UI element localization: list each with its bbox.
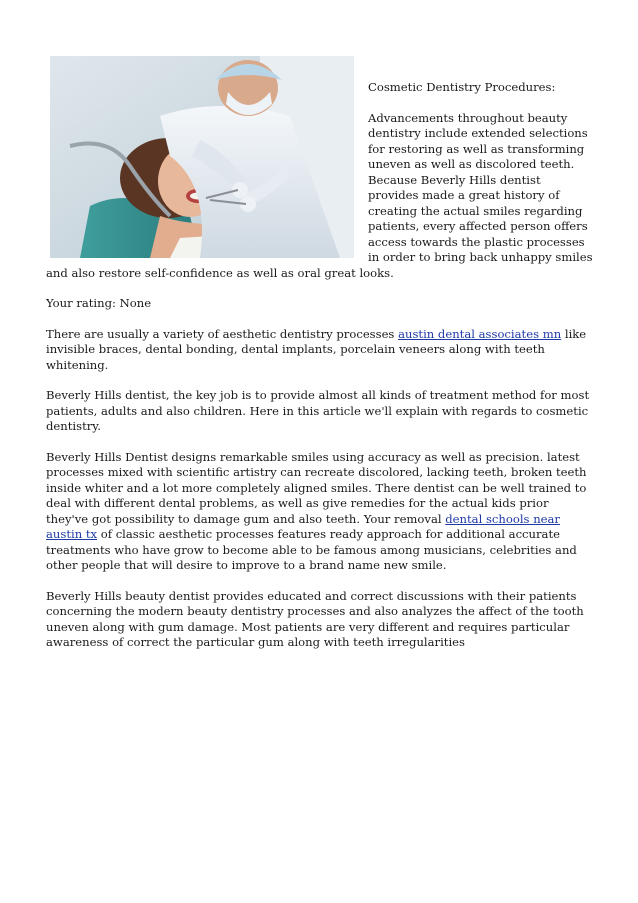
paragraph-designs-before: Beverly Hills Dentist designs remarkable smiles using accuracy as well as precision. latest processes mixed with scientific artistry can recreate discolored, lacking teeth, broken teeth inside whiter and a lot more completely aligned smiles. There dentist can be well trained to deal with different dental problems, as well as give remedies for the actual kids prior they've got possibility to damage gum and also teeth. Your removal — [46, 449, 587, 526]
paragraph-designs-after: of classic aesthetic processes features ready approach for additional accurate treatments who have grow to become able to be famous among musicians, celebrities and other people that will desire to improve to a brand name new smile. — [46, 527, 577, 572]
paragraph-treatments-after: like invisible braces, dental bonding, dental implants, porcelain veneers along with teeth whitening. — [46, 326, 587, 372]
dentist-photo — [50, 56, 354, 258]
paragraph-beauty-dentist: Beverly Hills beauty dentist provides educated and correct discussions with their patients concerning the modern beauty dentistry processes and also analyzes the affect of the tooth uneven along with gum damage. Most patients are very different and requires particular awareness of correct the particular gum along with teeth irregularities — [46, 588, 584, 649]
paragraph-key-job: Beverly Hills dentist, the key job is to provide almost all kinds of treatment method for most patients, adults and also children. Here in this article we'll explain with regards to cosmetic dentistry. — [46, 388, 590, 433]
document-page — [46, 56, 594, 651]
intro-title: Cosmetic Dentistry Procedures: — [368, 80, 556, 94]
dental-schools-link[interactable]: dental schools near austin tx — [46, 511, 560, 541]
paragraph-treatments-before: There are usually a variety of aesthetic dentistry processes — [46, 326, 399, 341]
rating-text: Your rating: None — [46, 296, 152, 310]
paragraph-treatments — [46, 327, 594, 374]
paragraph-designs — [46, 450, 594, 574]
intro-text: Advancements throughout beauty dentistry include extended selections for restoring as well as transforming uneven as well as discolored teeth. Because Beverly Hills dentist provides made a great history of creating the actual smiles regarding patients, every affected person offers access towards the plastic processes in order to bring back unhappy smiles and also restore self-confidence as well as oral great looks. — [46, 110, 593, 280]
dentist-treating-patient-photo-icon — [50, 56, 354, 258]
austin-dental-associates-link[interactable]: austin dental associates mn — [398, 326, 562, 341]
